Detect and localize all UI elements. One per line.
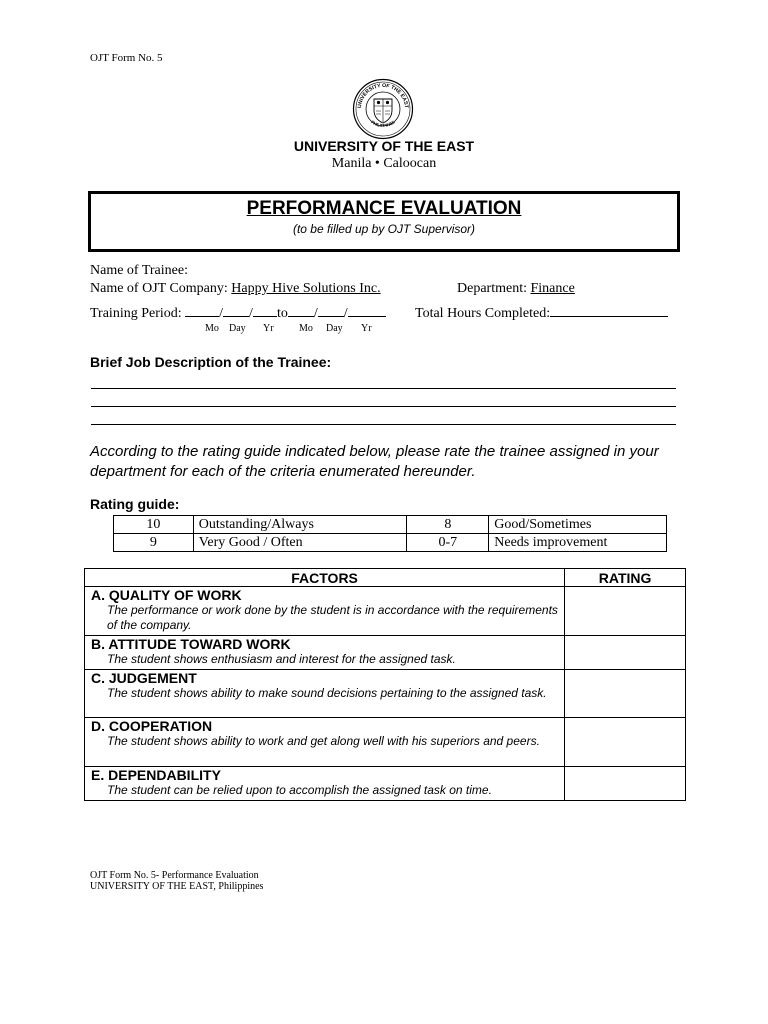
factor-description: The student shows enthusiasm and interest for the assigned task. (107, 652, 456, 666)
footer-university: UNIVERSITY OF THE EAST, Philippines (90, 881, 264, 892)
rating-guide-score: 9 (114, 534, 194, 552)
department-row (457, 281, 575, 297)
factors-header-row (85, 569, 686, 587)
rating-cell-dependability[interactable] (565, 767, 686, 801)
date-label-yr-1: Yr (263, 323, 274, 334)
rating-guide-table (113, 515, 667, 552)
factor-title: C. JUDGEMENT (91, 670, 197, 686)
university-name: UNIVERSITY OF THE EAST (293, 138, 475, 154)
campuses: Manila • Caloocan (331, 156, 437, 171)
department-value[interactable]: Finance (530, 281, 575, 296)
factor-row-dependability (85, 767, 686, 801)
end-day-blank[interactable] (318, 305, 344, 317)
form-number: OJT Form No. 5 (90, 52, 163, 64)
rating-cell-judgement[interactable] (565, 670, 686, 718)
factor-description: The performance or work done by the student is in accordance with the requirements of the company. (107, 603, 558, 632)
rating-guide-row (114, 534, 667, 552)
factor-title: A. QUALITY OF WORK (91, 587, 242, 603)
rating-guide-desc: Needs improvement (489, 534, 667, 552)
factor-row-judgement (85, 670, 686, 718)
factor-title: B. ATTITUDE TOWARD WORK (91, 636, 291, 652)
factor-title: E. DEPENDABILITY (91, 767, 221, 783)
title-box (88, 191, 680, 252)
rating-column-header: RATING (565, 569, 686, 587)
factor-row-attitude (85, 636, 686, 670)
date-label-mo-2: Mo (299, 323, 313, 334)
rating-guide-label: Rating guide: (90, 496, 180, 512)
page-title: PERFORMANCE EVALUATION (246, 198, 522, 219)
total-hours-label: Total Hours Completed: (415, 306, 551, 321)
date-label-day-2: Day (326, 323, 343, 334)
factor-description: The student shows ability to work and get along well with his superiors and peers. (107, 734, 540, 748)
department-label: Department: (457, 281, 527, 296)
university-seal-logo (352, 78, 414, 140)
company-value[interactable]: Happy Hive Solutions Inc. (231, 281, 381, 296)
seal-text-bottom: PHILIPPINES (370, 119, 396, 128)
rating-guide-desc: Outstanding/Always (193, 516, 407, 534)
rating-guide-score: 8 (407, 516, 489, 534)
page-subtitle: (to be filled up by OJT Supervisor) (292, 222, 476, 236)
factor-title: D. COOPERATION (91, 718, 213, 734)
date-label-day-1: Day (229, 323, 246, 334)
total-hours-blank[interactable] (550, 305, 668, 317)
training-period-label: Training Period: (90, 306, 182, 321)
company-label: Name of OJT Company: (90, 281, 228, 296)
seal-text-top: UNIVERSITY OF THE EAST (356, 82, 410, 109)
factor-row-cooperation (85, 718, 686, 767)
start-month-blank[interactable] (185, 305, 219, 317)
trainee-name-field[interactable] (90, 263, 188, 279)
end-month-blank[interactable] (288, 305, 314, 317)
rating-guide-desc: Very Good / Often (193, 534, 407, 552)
rating-instructions: According to the rating guide indicated below, please rate the trainee assigned in your department for each of the criteria enumerated hereunder. (90, 443, 659, 480)
rating-guide-row (114, 516, 667, 534)
rating-cell-attitude[interactable] (565, 636, 686, 670)
job-description-label: Brief Job Description of the Trainee: (90, 354, 332, 370)
factor-description: The student shows ability to make sound decisions pertaining to the assigned task. (107, 686, 547, 700)
rating-cell-cooperation[interactable] (565, 718, 686, 767)
factors-column-header: FACTORS (85, 569, 565, 587)
job-description-line-1[interactable] (91, 388, 676, 389)
job-description-line-2[interactable] (91, 406, 676, 407)
rating-guide-score: 0-7 (407, 534, 489, 552)
date-label-yr-2: Yr (361, 323, 372, 334)
company-row (90, 281, 381, 297)
job-description-line-3[interactable] (91, 424, 676, 425)
factor-row-quality (85, 587, 686, 636)
to-label: to (276, 306, 288, 321)
rating-cell-quality[interactable] (565, 587, 686, 636)
start-year-blank[interactable] (253, 305, 277, 317)
rating-guide-desc: Good/Sometimes (489, 516, 667, 534)
total-hours-row (415, 305, 668, 322)
end-year-blank[interactable] (348, 305, 386, 317)
training-period-row: Training Period: / / to / / (90, 305, 386, 322)
rating-guide-score: 10 (114, 516, 194, 534)
factors-table (84, 568, 686, 801)
start-day-blank[interactable] (223, 305, 249, 317)
footer-form-title: OJT Form No. 5- Performance Evaluation (90, 870, 259, 881)
trainee-name-label: Name of Trainee: (90, 263, 188, 278)
date-label-mo-1: Mo (205, 323, 219, 334)
factor-description: The student can be relied upon to accomplish the assigned task on time. (107, 783, 492, 797)
